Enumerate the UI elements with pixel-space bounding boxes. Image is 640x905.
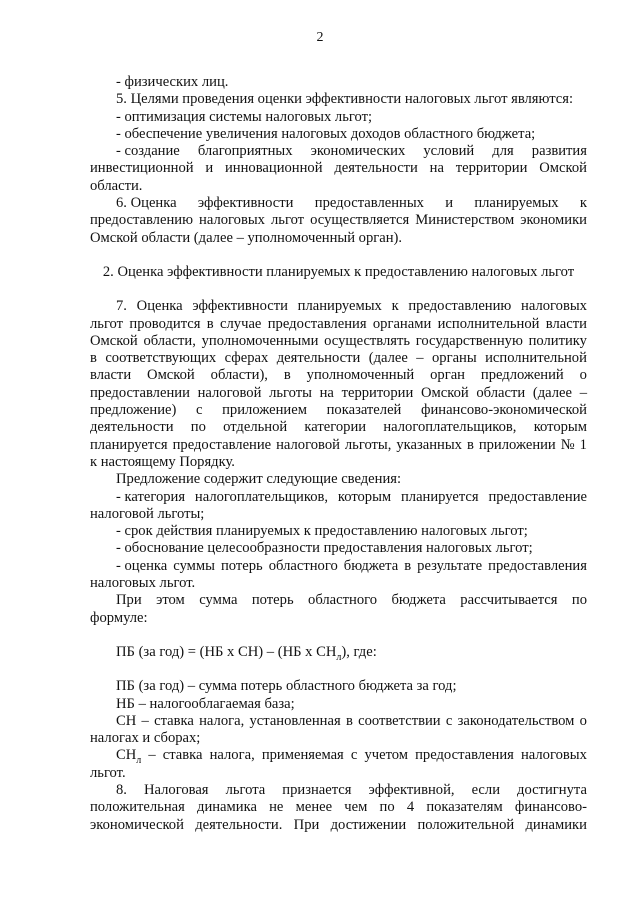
word: потерь bbox=[220, 557, 263, 574]
blank-line bbox=[90, 281, 587, 298]
word: планируемых bbox=[297, 298, 382, 315]
word: показателям bbox=[426, 799, 503, 816]
text-line: налогах и сборах; bbox=[90, 730, 201, 747]
word: потерь bbox=[251, 592, 294, 609]
word: предложений bbox=[480, 367, 564, 384]
text-line: - оптимизация системы налоговых льгот; bbox=[116, 108, 373, 125]
formula bbox=[90, 644, 587, 661]
text-line: налоговой льготы; bbox=[90, 505, 205, 522]
justified-line bbox=[90, 817, 587, 834]
word: суммы bbox=[173, 557, 215, 574]
justified-line bbox=[90, 558, 587, 575]
text-line: льгот. bbox=[90, 764, 126, 781]
word: приложении bbox=[478, 436, 556, 453]
word: областного bbox=[268, 557, 338, 574]
word: законодательством bbox=[457, 712, 575, 729]
word: сумма bbox=[199, 592, 238, 609]
blank-line bbox=[90, 247, 587, 264]
word: в bbox=[466, 436, 474, 453]
word: о bbox=[579, 712, 587, 729]
justified-line bbox=[90, 402, 587, 419]
word: налога, bbox=[209, 747, 255, 764]
word: льгот bbox=[90, 315, 124, 332]
text-line: - срок действия планируемых к предоставлению налоговых льгот; bbox=[116, 523, 528, 540]
word: При bbox=[293, 816, 320, 833]
word: налога, bbox=[199, 712, 245, 729]
section-heading: 2. Оценка эффективности планируемых к предоставлению налоговых льгот bbox=[102, 263, 575, 280]
word: планируется bbox=[400, 488, 479, 505]
word: - оценка bbox=[116, 557, 168, 574]
word: случае bbox=[220, 315, 262, 332]
word: применяемая bbox=[261, 747, 344, 764]
word: достигнута bbox=[517, 781, 587, 798]
formula-subscript: л bbox=[336, 651, 342, 663]
text-line: налоговых льгот. bbox=[90, 575, 196, 592]
word: сферах bbox=[224, 350, 269, 367]
justified-line bbox=[90, 782, 587, 799]
word: которым bbox=[337, 488, 392, 505]
word: области bbox=[476, 384, 526, 401]
symbol-subscript: л bbox=[136, 755, 142, 767]
word: - категория bbox=[116, 488, 186, 505]
word: в bbox=[283, 367, 291, 384]
word: развития bbox=[531, 143, 587, 160]
word: если bbox=[471, 781, 501, 798]
word: менее bbox=[295, 799, 333, 816]
word: исполнительной bbox=[437, 315, 540, 332]
word: областного bbox=[308, 592, 378, 609]
word: 1 bbox=[579, 436, 587, 453]
word: экономической bbox=[90, 816, 184, 833]
justified-line bbox=[90, 419, 587, 436]
word: финансово- bbox=[514, 799, 587, 816]
text-line: НБ – налогооблагаемая база; bbox=[116, 695, 295, 712]
word: предоставление bbox=[172, 436, 272, 453]
word: приложением bbox=[222, 402, 307, 419]
word: проводится bbox=[129, 315, 201, 332]
word: динамика bbox=[197, 799, 257, 816]
word: деятельности bbox=[276, 350, 361, 367]
word: не bbox=[269, 799, 284, 816]
blank-line bbox=[90, 661, 587, 678]
word: предоставление bbox=[488, 488, 587, 505]
word: деятельности bbox=[334, 160, 418, 177]
formula-main: ПБ (за год) = (НБ х СН) – (НБ х СН bbox=[116, 643, 337, 660]
word: эффективности bbox=[197, 195, 294, 212]
word: – bbox=[148, 747, 156, 764]
word: динамики bbox=[525, 816, 587, 833]
word: предоставлении bbox=[90, 384, 190, 401]
word: налоговой bbox=[276, 436, 340, 453]
text-line: Предложение содержит следующие сведения: bbox=[116, 471, 402, 488]
justified-line bbox=[90, 350, 587, 367]
word: политику bbox=[528, 332, 587, 349]
word: инвестиционной bbox=[90, 160, 194, 177]
word: Омской bbox=[147, 367, 195, 384]
justified-line bbox=[90, 592, 587, 609]
word: предоставления bbox=[415, 747, 514, 764]
word: эффективной, bbox=[368, 781, 455, 798]
word: налоговых bbox=[520, 747, 587, 764]
text-line: области. bbox=[90, 177, 143, 194]
word: исполнительной bbox=[485, 350, 587, 367]
word: налоговых bbox=[521, 298, 587, 315]
symbol bbox=[116, 747, 142, 767]
word: деятельности. bbox=[195, 816, 283, 833]
justified-line bbox=[90, 298, 587, 315]
word: с bbox=[350, 747, 358, 764]
word: положительной bbox=[417, 816, 515, 833]
word: по bbox=[571, 592, 587, 609]
justified-line bbox=[90, 212, 587, 229]
word: ставка bbox=[162, 747, 203, 764]
word: по bbox=[379, 799, 395, 816]
word: – bbox=[416, 350, 424, 367]
word: налоговых bbox=[199, 212, 265, 229]
justified-line bbox=[90, 195, 587, 212]
word: - создание bbox=[116, 143, 180, 160]
word: льготы bbox=[269, 384, 312, 401]
word: (далее bbox=[532, 384, 572, 401]
word: категории bbox=[304, 419, 367, 436]
word: предоставления bbox=[488, 557, 587, 574]
word: № bbox=[560, 436, 575, 453]
word: для bbox=[492, 143, 514, 160]
word: органы bbox=[431, 350, 477, 367]
word: – bbox=[141, 712, 149, 729]
word: государственную bbox=[415, 332, 523, 349]
word: признается bbox=[282, 781, 352, 798]
word: с bbox=[196, 402, 203, 419]
text-line: - физических лиц. bbox=[116, 74, 229, 90]
word: Омской bbox=[420, 384, 469, 401]
word: 4 bbox=[406, 799, 415, 816]
word: – bbox=[579, 384, 587, 401]
word: предоставления bbox=[267, 315, 367, 332]
word: на bbox=[319, 384, 334, 401]
justified-line bbox=[90, 316, 587, 333]
word: уполномоченный bbox=[306, 367, 415, 384]
word: При bbox=[116, 592, 142, 609]
word: показателей bbox=[326, 402, 402, 419]
word: орган bbox=[430, 367, 465, 384]
word: соответствии bbox=[358, 712, 441, 729]
word: учетом bbox=[364, 747, 409, 764]
word: льгот bbox=[271, 212, 305, 229]
word: в bbox=[404, 557, 412, 574]
word: чем bbox=[344, 799, 368, 816]
justified-line bbox=[90, 385, 587, 402]
word: планируется bbox=[90, 436, 168, 453]
word: которым bbox=[533, 419, 587, 436]
word: благоприятных bbox=[197, 143, 293, 160]
word: налоговой bbox=[197, 384, 262, 401]
word: Оценка bbox=[136, 298, 183, 315]
word: указанных bbox=[396, 436, 462, 453]
word: достижении bbox=[330, 816, 407, 833]
word: и bbox=[205, 160, 214, 177]
word: Омской bbox=[539, 160, 587, 177]
word: органами bbox=[372, 315, 432, 332]
justified-line bbox=[90, 713, 587, 730]
text-line: ПБ (за год) – сумма потерь областного бюджета за год; bbox=[116, 678, 457, 695]
word: предоставлению bbox=[408, 298, 512, 315]
word: осуществлять bbox=[324, 332, 411, 349]
word: СН bbox=[116, 712, 137, 729]
justified-line bbox=[90, 143, 587, 160]
text-line: 5. Целями проведения оценки эффективности налоговых льгот являются: bbox=[116, 91, 574, 108]
word: рассчитывается bbox=[460, 592, 558, 609]
word: инновационной bbox=[224, 160, 323, 177]
word: бюджета bbox=[343, 557, 399, 574]
word: в bbox=[345, 712, 353, 729]
justified-line bbox=[90, 160, 587, 177]
definition-line bbox=[90, 747, 587, 767]
word: и bbox=[445, 195, 454, 212]
formula-tail: ), где: bbox=[341, 643, 377, 660]
justified-line bbox=[90, 333, 587, 350]
word: налогоплательщиков, bbox=[194, 488, 329, 505]
word: льгота bbox=[225, 781, 266, 798]
symbol-main: СН bbox=[116, 747, 137, 764]
word: результате bbox=[417, 557, 483, 574]
justified-line bbox=[90, 489, 587, 506]
text-line: к настоящему Порядку. bbox=[90, 453, 235, 470]
justified-line bbox=[90, 437, 587, 454]
word: экономики bbox=[520, 212, 587, 229]
justified-line bbox=[90, 799, 587, 816]
word: с bbox=[445, 712, 453, 729]
word: уполномоченными bbox=[201, 332, 319, 349]
word: Министерством bbox=[415, 212, 515, 229]
word: в bbox=[90, 350, 97, 367]
word: условий bbox=[423, 143, 475, 160]
word: установленная bbox=[249, 712, 341, 729]
word: территории bbox=[341, 384, 414, 401]
word: в bbox=[206, 315, 214, 332]
word: предоставленных bbox=[314, 195, 424, 212]
word: бюджета bbox=[391, 592, 446, 609]
word: власти bbox=[90, 367, 132, 384]
text-line: - обоснование целесообразности предоставления налоговых льгот; bbox=[116, 540, 533, 557]
word: налогоплательщиков, bbox=[383, 419, 517, 436]
word: 6. Оценка bbox=[116, 195, 177, 212]
word: предложение) bbox=[90, 402, 177, 419]
justified-line bbox=[90, 367, 587, 384]
word: экономических bbox=[310, 143, 406, 160]
word: эффективности bbox=[192, 298, 288, 315]
word: власти bbox=[545, 315, 587, 332]
word: ставка bbox=[154, 712, 194, 729]
word: территории bbox=[455, 160, 528, 177]
word: области, bbox=[143, 332, 196, 349]
text-line: формуле: bbox=[90, 609, 148, 626]
word: осуществляется bbox=[310, 212, 410, 229]
word: предоставлению bbox=[90, 212, 193, 229]
page-number: 2 bbox=[316, 30, 324, 45]
word: соответствующих bbox=[105, 350, 217, 367]
word: этом bbox=[156, 592, 185, 609]
text-line: - обеспечение увеличения налоговых доходов областного бюджета; bbox=[116, 125, 536, 142]
word: Налоговая bbox=[143, 781, 209, 798]
word: Омской bbox=[90, 332, 138, 349]
document-body bbox=[90, 74, 587, 834]
word: области), bbox=[210, 367, 268, 384]
blank-line bbox=[90, 627, 587, 644]
text-line: Омской области (далее – уполномоченный орган). bbox=[90, 229, 403, 246]
word: финансово-экономической bbox=[421, 402, 587, 419]
word: о bbox=[579, 367, 587, 384]
word: 8. bbox=[116, 781, 127, 798]
word: по bbox=[190, 419, 206, 436]
word: деятельности bbox=[90, 419, 174, 436]
word: на bbox=[429, 160, 444, 177]
word: льготы, bbox=[344, 436, 392, 453]
word: положительная bbox=[90, 799, 185, 816]
word: к bbox=[579, 195, 587, 212]
word: отдельной bbox=[223, 419, 288, 436]
word: 7. bbox=[116, 298, 127, 315]
word: (далее bbox=[368, 350, 408, 367]
word: к bbox=[391, 298, 399, 315]
word: планируемых bbox=[474, 195, 559, 212]
